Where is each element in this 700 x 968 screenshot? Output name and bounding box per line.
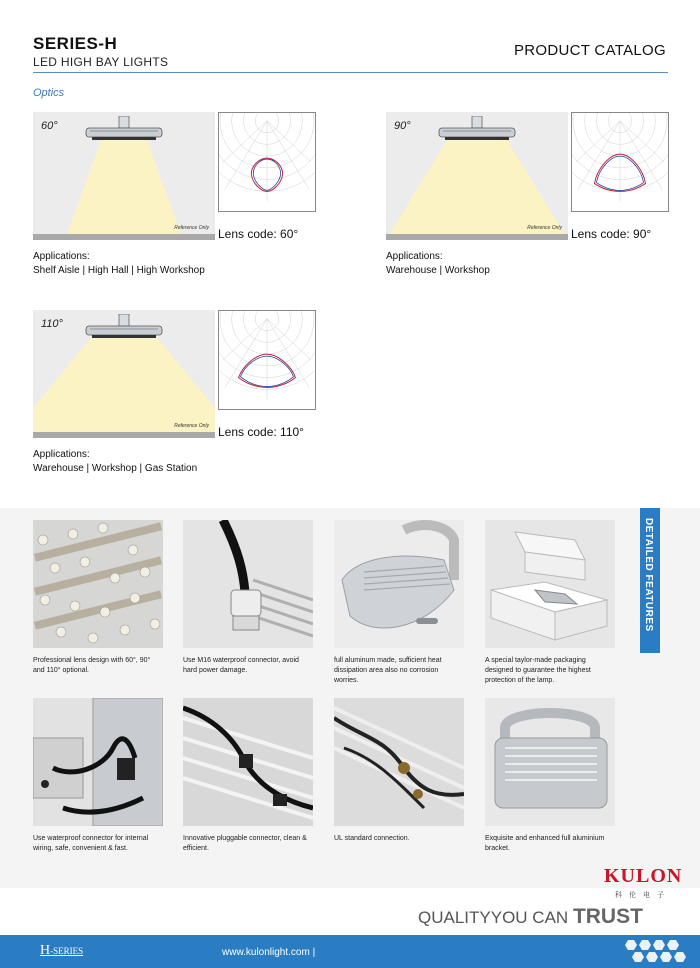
feature-caption: Use M16 waterproof connector, avoid hard power damage. [183, 657, 299, 674]
section-label-optics: Optics [33, 87, 65, 99]
internal-wiring-photo [33, 698, 163, 826]
lens-code-label: Lens code: 90° [571, 227, 652, 241]
feature-caption: full aluminum made, sufficient heat dissipation area also no corrosion worries. [334, 657, 442, 684]
applications-title: Applications: [386, 251, 443, 262]
applications-title: Applications: [33, 251, 90, 262]
feature-card [183, 698, 313, 854]
applications-list: Warehouse | Workshop | Gas Station [33, 463, 198, 474]
beam-angle-label: 60° [41, 120, 58, 132]
aluminum-housing-photo [334, 520, 464, 648]
hexagon-pattern-icon [622, 938, 692, 966]
series-title: SERIES-H [33, 34, 118, 53]
lens-board-photo [33, 520, 163, 648]
ul-connection-photo [334, 698, 464, 826]
feature-card [33, 698, 163, 854]
pluggable-connector-photo [183, 698, 313, 826]
beam-illustration [33, 310, 215, 438]
catalog-label: PRODUCT CATALOG [513, 42, 666, 59]
page-footer [0, 935, 700, 968]
floor-strip [33, 234, 215, 240]
header-divider [33, 72, 668, 73]
feature-caption: Professional lens design with 60°, 90° and 110° optional. [33, 657, 151, 674]
polar-distribution-chart [571, 112, 669, 212]
packaging-photo [485, 520, 615, 648]
high-bay-lamp-icon [82, 314, 166, 344]
slogan-part2: TRUST [572, 905, 643, 928]
lens-code-label: Lens code: 60° [218, 227, 299, 241]
website-link[interactable]: www.kulonlight.com | [222, 947, 316, 958]
series-suffix: -SERIES [50, 946, 84, 956]
detailed-features-tab [640, 508, 660, 653]
series-badge [40, 943, 83, 959]
beam-illustration [33, 112, 215, 240]
slogan [418, 905, 643, 929]
feature-card [33, 520, 163, 676]
high-bay-lamp-icon [435, 116, 519, 146]
reference-note: Reference Only [174, 423, 209, 429]
series-subtitle: LED HIGH BAY LIGHTS [33, 55, 169, 69]
floor-strip [386, 234, 568, 240]
feature-caption: A special taylor-made packaging designed to guarantee the highest protection of the lamp. [485, 657, 591, 684]
beam-angle-label: 110° [41, 318, 63, 330]
polar-distribution-chart [218, 112, 316, 212]
feature-card [334, 698, 464, 844]
reference-note: Reference Only [527, 225, 562, 231]
feature-caption: Exquisite and enhanced full aluminium bracket. [485, 835, 605, 852]
floor-strip [33, 432, 215, 438]
feature-card [334, 520, 464, 686]
beam-illustration [386, 112, 568, 240]
lens-code-label: Lens code: 110° [218, 425, 304, 439]
beam-angle-label: 90° [394, 120, 411, 132]
series-letter: H [40, 943, 51, 958]
optic-block-90 [386, 112, 686, 282]
feature-caption: Innovative pluggable connector, clean & efficient. [183, 835, 307, 852]
optic-block-60 [33, 112, 333, 282]
detailed-features-label: DETAILED FEATURES [643, 518, 654, 632]
polar-distribution-chart [218, 310, 316, 410]
high-bay-lamp-icon [82, 116, 166, 146]
feature-caption: UL standard connection. [334, 835, 410, 842]
waterproof-connector-photo [183, 520, 313, 648]
kulon-logo: KULON [604, 865, 683, 887]
aluminium-bracket-photo [485, 698, 615, 826]
applications-list: Warehouse | Workshop [386, 265, 490, 276]
feature-caption: Use waterproof connector for internal wiring, safe, convenient & fast. [33, 835, 149, 852]
feature-card [485, 520, 615, 686]
reference-note: Reference Only [174, 225, 209, 231]
feature-card [183, 520, 313, 676]
kulon-logo-chinese: 科伦电子 [615, 892, 671, 899]
slogan-part1: QUALITYYOU CAN [418, 908, 569, 927]
applications-list: Shelf Aisle | High Hall | High Workshop [33, 265, 205, 276]
applications-title: Applications: [33, 449, 90, 460]
optic-block-110 [33, 310, 333, 480]
feature-card [485, 698, 615, 854]
page-header [0, 0, 700, 80]
